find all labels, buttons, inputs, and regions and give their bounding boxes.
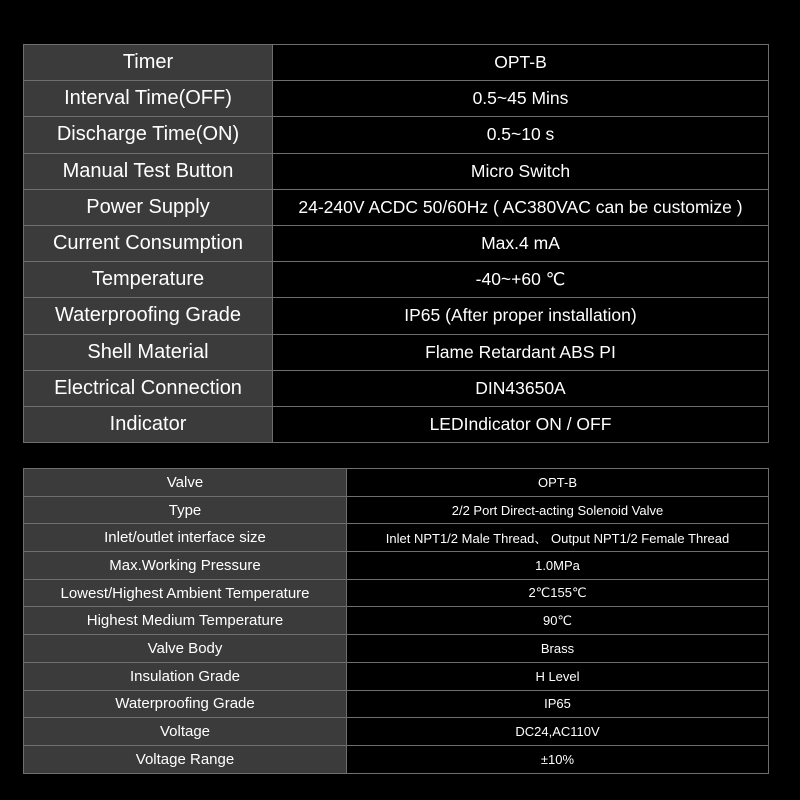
table-row bbox=[24, 718, 769, 746]
spec-value-voltage-range: ±10% bbox=[347, 745, 769, 773]
table-row bbox=[24, 370, 769, 406]
spec-label-waterproofing-grade: Waterproofing Grade bbox=[24, 298, 273, 334]
spec-label-electrical-connection: Electrical Connection bbox=[24, 370, 273, 406]
table-row bbox=[24, 745, 769, 773]
spec-value-power-supply: 24-240V ACDC 50/60Hz ( AC380VAC can be customize ) bbox=[273, 189, 769, 225]
spec-label-valve: Valve bbox=[24, 469, 347, 497]
table-row bbox=[24, 189, 769, 225]
spec-value-max-working-pressure: 1.0MPa bbox=[347, 552, 769, 580]
table-row bbox=[24, 496, 769, 524]
table-row bbox=[24, 607, 769, 635]
table-row bbox=[24, 469, 769, 497]
spec-value-manual-test-button: Micro Switch bbox=[273, 153, 769, 189]
spec-value-temperature: -40~+60 ℃ bbox=[273, 262, 769, 298]
table-row bbox=[24, 153, 769, 189]
spec-label-interval-time: Interval Time(OFF) bbox=[24, 81, 273, 117]
spec-value-valve-body: Brass bbox=[347, 635, 769, 663]
spec-value-valve: OPT-B bbox=[347, 469, 769, 497]
timer-spec-table bbox=[23, 44, 769, 443]
spec-label-medium-temperature: Highest Medium Temperature bbox=[24, 607, 347, 635]
table-row bbox=[24, 334, 769, 370]
spec-value-timer: OPT-B bbox=[273, 45, 769, 81]
spec-value-ambient-temperature: 2℃155℃ bbox=[347, 579, 769, 607]
spec-value-valve-waterproofing-grade: IP65 bbox=[347, 690, 769, 718]
table-row bbox=[24, 298, 769, 334]
spec-value-shell-material: Flame Retardant ABS PI bbox=[273, 334, 769, 370]
table-row bbox=[24, 406, 769, 442]
table-row bbox=[24, 81, 769, 117]
spec-value-interval-time: 0.5~45 Mins bbox=[273, 81, 769, 117]
table-row bbox=[24, 579, 769, 607]
spec-label-interface-size: Inlet/outlet interface size bbox=[24, 524, 347, 552]
spec-value-type: 2/2 Port Direct-acting Solenoid Valve bbox=[347, 496, 769, 524]
spec-label-valve-body: Valve Body bbox=[24, 635, 347, 663]
spec-value-discharge-time: 0.5~10 s bbox=[273, 117, 769, 153]
spec-label-shell-material: Shell Material bbox=[24, 334, 273, 370]
spec-label-power-supply: Power Supply bbox=[24, 189, 273, 225]
spec-label-timer: Timer bbox=[24, 45, 273, 81]
table-row bbox=[24, 117, 769, 153]
spec-label-type: Type bbox=[24, 496, 347, 524]
spec-value-medium-temperature: 90℃ bbox=[347, 607, 769, 635]
spec-value-interface-size: Inlet NPT1/2 Male Thread、 Output NPT1/2 Female Thread bbox=[347, 524, 769, 552]
spec-label-max-working-pressure: Max.Working Pressure bbox=[24, 552, 347, 580]
spec-value-voltage: DC24,AC110V bbox=[347, 718, 769, 746]
spec-label-indicator: Indicator bbox=[24, 406, 273, 442]
table-row bbox=[24, 225, 769, 261]
spec-value-current-consumption: Max.4 mA bbox=[273, 225, 769, 261]
spec-value-insulation-grade: H Level bbox=[347, 662, 769, 690]
spec-label-current-consumption: Current Consumption bbox=[24, 225, 273, 261]
table-row bbox=[24, 635, 769, 663]
table-row bbox=[24, 262, 769, 298]
table-row bbox=[24, 690, 769, 718]
spec-value-indicator: LEDIndicator ON / OFF bbox=[273, 406, 769, 442]
spec-label-voltage-range: Voltage Range bbox=[24, 745, 347, 773]
spec-label-discharge-time: Discharge Time(ON) bbox=[24, 117, 273, 153]
spec-value-electrical-connection: DIN43650A bbox=[273, 370, 769, 406]
spec-label-temperature: Temperature bbox=[24, 262, 273, 298]
valve-spec-table bbox=[23, 468, 769, 774]
spec-label-manual-test-button: Manual Test Button bbox=[24, 153, 273, 189]
table-row bbox=[24, 662, 769, 690]
spec-label-insulation-grade: Insulation Grade bbox=[24, 662, 347, 690]
spec-label-voltage: Voltage bbox=[24, 718, 347, 746]
table-row bbox=[24, 552, 769, 580]
spec-label-valve-waterproofing-grade: Waterproofing Grade bbox=[24, 690, 347, 718]
table-row bbox=[24, 524, 769, 552]
spec-label-ambient-temperature: Lowest/Highest Ambient Temperature bbox=[24, 579, 347, 607]
table-row bbox=[24, 45, 769, 81]
spec-value-waterproofing-grade: IP65 (After proper installation) bbox=[273, 298, 769, 334]
